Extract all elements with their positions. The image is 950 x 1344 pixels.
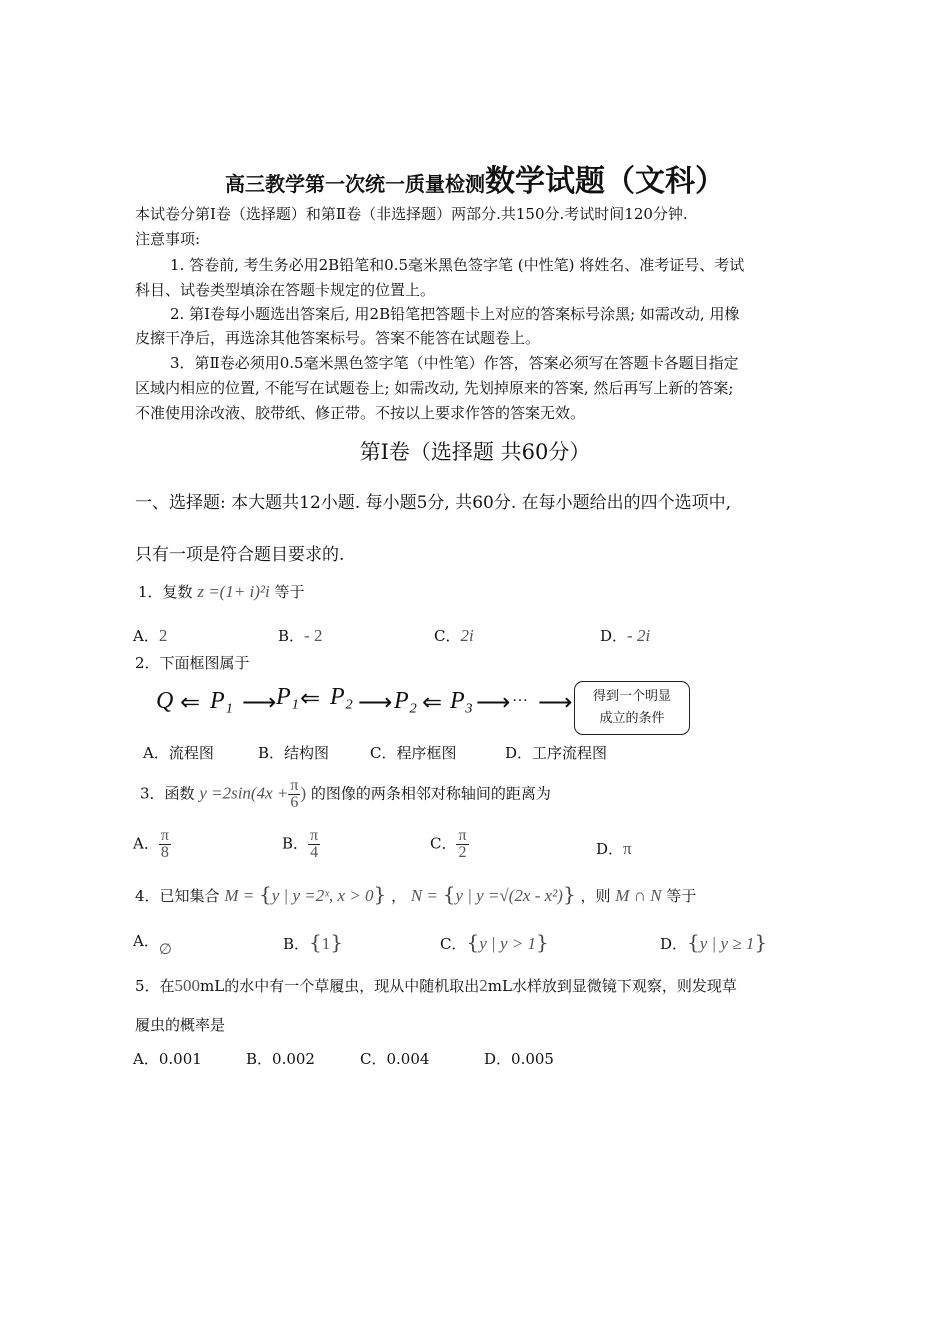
q1-option-a: A．2 <box>133 626 168 645</box>
question-3 <box>140 778 551 811</box>
flow-p3: P₃ <box>450 688 474 714</box>
q3-frac-den: 6 <box>290 794 299 811</box>
title-prefix: 高三教学第一次统一质量检测 <box>225 172 485 196</box>
q3-prefix: 3．函数 <box>140 784 195 803</box>
section-instruction-a: 一、选择题: 本大题共12小题. 每小题5分, 共60分. 在每小题给出的四个选项中, <box>135 493 732 513</box>
q4-suffix: 等于 <box>666 887 697 905</box>
q5-option-d: D．0.005 <box>484 1050 554 1068</box>
page-title <box>0 156 950 200</box>
note-3b: 区域内相应的位置, 不能写在试题卷上; 如需改动, 先划掉原来的答案, 然后再写上新的答案; <box>135 379 734 397</box>
section-instruction-b: 只有一项是符合题目要求的. <box>135 545 345 565</box>
left-brace-icon: { <box>687 930 700 954</box>
flow-arrow-left: ⇐ <box>300 686 321 712</box>
q3-expression-a: y =2sin(4x + <box>199 783 289 803</box>
q5-option-b: B．0.002 <box>246 1050 315 1068</box>
q4-option-b: B．{1} <box>283 930 343 954</box>
left-brace-icon: { <box>309 930 322 954</box>
flow-p2b: P₂ <box>394 688 418 714</box>
question-5-line-b: 履虫的概率是 <box>135 1016 226 1034</box>
question-4 <box>135 882 696 908</box>
q2-option-d: D．工序流程图 <box>505 744 608 762</box>
q3-option-d: D．π <box>596 839 632 858</box>
right-brace-icon: } <box>562 882 576 906</box>
question-1 <box>138 580 305 604</box>
q4-option-a: A．∅ <box>133 932 172 958</box>
q3-option-a: A． $\frac{\pi}{8}$ <box>133 827 169 861</box>
flow-arrow-left: ⇐ <box>422 690 443 716</box>
flow-p1b: P₁ <box>276 684 300 710</box>
flow-p2: P₂ <box>330 684 354 710</box>
intro-line: 本试卷分第Ⅰ卷（选择题）和第Ⅱ卷（非选择题）两部分.共150分.考试时间120分钟. <box>135 205 688 223</box>
q4-m-set: y | y =2ˣ, x > 0 <box>271 886 374 905</box>
flow-arrow-right: ⟶ <box>242 690 277 716</box>
flow-arrow-left: ⇐ <box>180 690 201 716</box>
left-brace-icon: { <box>466 930 480 954</box>
q4-n: N = <box>410 886 438 905</box>
note-1a: 1. 答卷前, 考生务必用2B铅笔和0.5毫米黑色签字笔 (中性笔) 将姓名、准考证号、考试 <box>170 256 745 274</box>
left-brace-icon: { <box>442 882 456 906</box>
q3-suffix: 的图像的两条相邻对称轴间的距离为 <box>310 784 551 803</box>
flow-p1: P₁ <box>210 688 234 714</box>
section-title: 第Ⅰ卷（选择题 共60分） <box>359 440 591 464</box>
q4-option-d: D．{y | y ≥ 1} <box>660 930 768 954</box>
q3-frac-num: π <box>290 777 299 794</box>
q3-option-b: B． $\frac{\pi}{4}$ <box>282 827 319 861</box>
box-line-1: 得到一个明显 <box>592 689 671 704</box>
title-main: 数学试题（文科） <box>485 164 725 199</box>
q1-option-d: D．- 2i <box>600 626 651 645</box>
q2-option-c: C．程序框图 <box>370 744 457 762</box>
q1-option-c: C．2i <box>434 626 474 645</box>
question-5-line-a: 5．在500mL的水中有一个草履虫，现从中随机取出2mL水样放到显微镜下观察，则发现草 <box>135 976 737 995</box>
q1-suffix: 等于 <box>274 583 305 601</box>
q4-option-c: C．{y | y > 1} <box>440 930 549 954</box>
note-2b: 皮擦干净后，再选涂其他答案标号。答案不能答在试题卷上。 <box>135 329 541 347</box>
q4-then: ，则 <box>580 887 611 905</box>
flow-ellipsis: … <box>512 688 528 705</box>
q3-expression-b: ) <box>300 783 307 803</box>
q4-intersection: M ∩ N <box>615 886 662 905</box>
flow-q: Q <box>156 688 174 714</box>
flow-arrow-right: ⟶ <box>538 690 573 716</box>
q4-separator: ， <box>391 887 407 905</box>
note-1b: 科目、试卷类型填涂在答题卡规定的位置上。 <box>135 281 436 299</box>
right-brace-icon: } <box>535 930 549 954</box>
q4-m: M = <box>224 886 255 905</box>
notes-label: 注意事项: <box>135 230 201 248</box>
q1-option-b: B．- 2 <box>278 626 323 645</box>
q3-fraction <box>288 778 300 811</box>
note-3a: 3．第Ⅱ卷必须用0.5毫米黑色签字笔（中性笔）作答，答案必须写在答题卡各题目指定 <box>170 354 739 372</box>
q2-option-b: B．结构图 <box>258 744 330 762</box>
q2-flow-end-box <box>574 681 690 735</box>
q2-option-a: A．流程图 <box>143 744 214 762</box>
q4-n-set: y | y =√(2x - x²) <box>455 886 563 905</box>
q1-expression: z =(1+ i)²i <box>197 582 270 601</box>
box-line-2: 成立的条件 <box>599 711 665 726</box>
q2-prefix: 2．下面框图属于 <box>135 654 250 672</box>
flow-arrow-right: ⟶ <box>476 690 511 716</box>
right-brace-icon: } <box>754 930 768 954</box>
left-brace-icon: { <box>259 882 272 906</box>
flow-arrow-right: ⟶ <box>358 690 393 716</box>
note-3c: 不准使用涂改液、胶带纸、修正带。不按以上要求作答的答案无效。 <box>135 404 586 422</box>
q4-prefix: 4．已知集合 <box>135 887 220 905</box>
q3-option-c: C． $\frac{\pi}{2}$ <box>430 827 467 861</box>
note-2a: 2. 第Ⅰ卷每小题选出答案后, 用2B铅笔把答题卡上对应的答案标号涂黑; 如需改动, 用橡 <box>170 305 740 323</box>
right-brace-icon: } <box>330 930 343 954</box>
right-brace-icon: } <box>373 882 387 906</box>
q5-option-a: A．0.001 <box>133 1050 202 1068</box>
q1-prefix: 1．复数 <box>138 583 193 601</box>
q5-option-c: C．0.004 <box>360 1050 430 1068</box>
